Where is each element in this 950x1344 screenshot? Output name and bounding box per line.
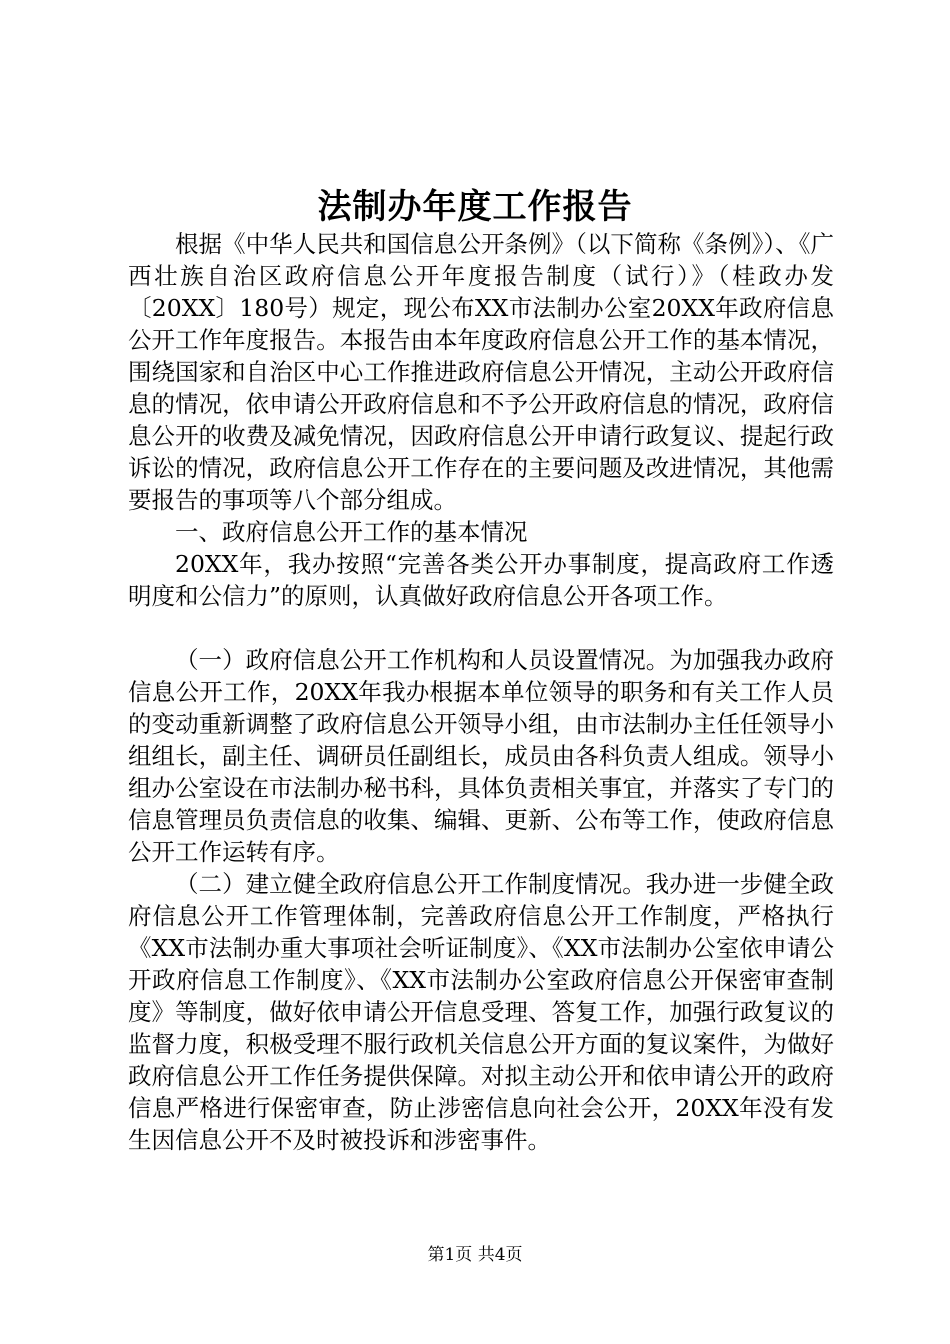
document-body — [128, 228, 834, 1156]
document-title: 法制办年度工作报告 — [317, 187, 633, 227]
section-intro-paragraph: 20XX年，我办按照“完善各类公开办事制度，提高政府工作透明度和公信力”的原则，认真做好政府信息公开各项工作。 — [128, 550, 834, 610]
subsection-1-paragraph: （一）政府信息公开工作机构和人员设置情况。为加强我办政府信息公开工作，20XX年我办根据本单位领导的职务和有关工作人员的变动重新调整了政府信息公开领导小组，由市法制办主任任领导小组组长，副主任、调研员任副组长，成员由各科负责人组成。领导小组办公室设在市法制办秘书科，具体负责相关事宜，并落实了专门的信息管理员负责信息的收集、编辑、更新、公布等工作，使政府信息公开工作运转有序。 — [128, 646, 834, 866]
subsection-2-paragraph: （二）建立健全政府信息公开工作制度情况。我办进一步健全政府信息公开工作管理体制，完善政府信息公开工作制度，严格执行《XX市法制办重大事项社会听证制度》、《XX市法制办公室依申请公开政府信息工作制度》、《XX市法制办公室政府信息公开保密审查制度》等制度，做好依申请公开信息受理、答复工作，加强行政复议的监督力度，积极受理不服行政机关信息公开方面的复议案件，为做好政府信息公开工作任务提供保障。对拟主动公开和依申请公开的政府信息严格进行保密审查，防止涉密信息向社会公开，20XX年没有发生因信息公开不及时被投诉和涉密事件。 — [128, 870, 834, 1154]
intro-paragraph: 根据《中华人民共和国信息公开条例》（以下简称《条例》）、《广西壮族自治区政府信息公开年度报告制度（试行）》（桂政办发〔20XX〕180号）规定，现公布XX市法制办公室20XX年政府信息公开工作年度报告。本报告由本年度政府信息公开工作的基本情况，围绕国家和自治区中心工作推进政府信息公开情况，主动公开政府信息的情况，依申请公开政府信息和不予公开政府信息的情况，政府信息公开的收费及减免情况，因政府信息公开申请行政复议、提起行政诉讼的情况，政府信息公开工作存在的主要问题及改进情况，其他需要报告的事项等八个部分组成。 — [128, 230, 834, 514]
section-heading: 一、政府信息公开工作的基本情况 — [175, 518, 528, 546]
page-indicator: 第1页 共4页 — [427, 1245, 523, 1265]
